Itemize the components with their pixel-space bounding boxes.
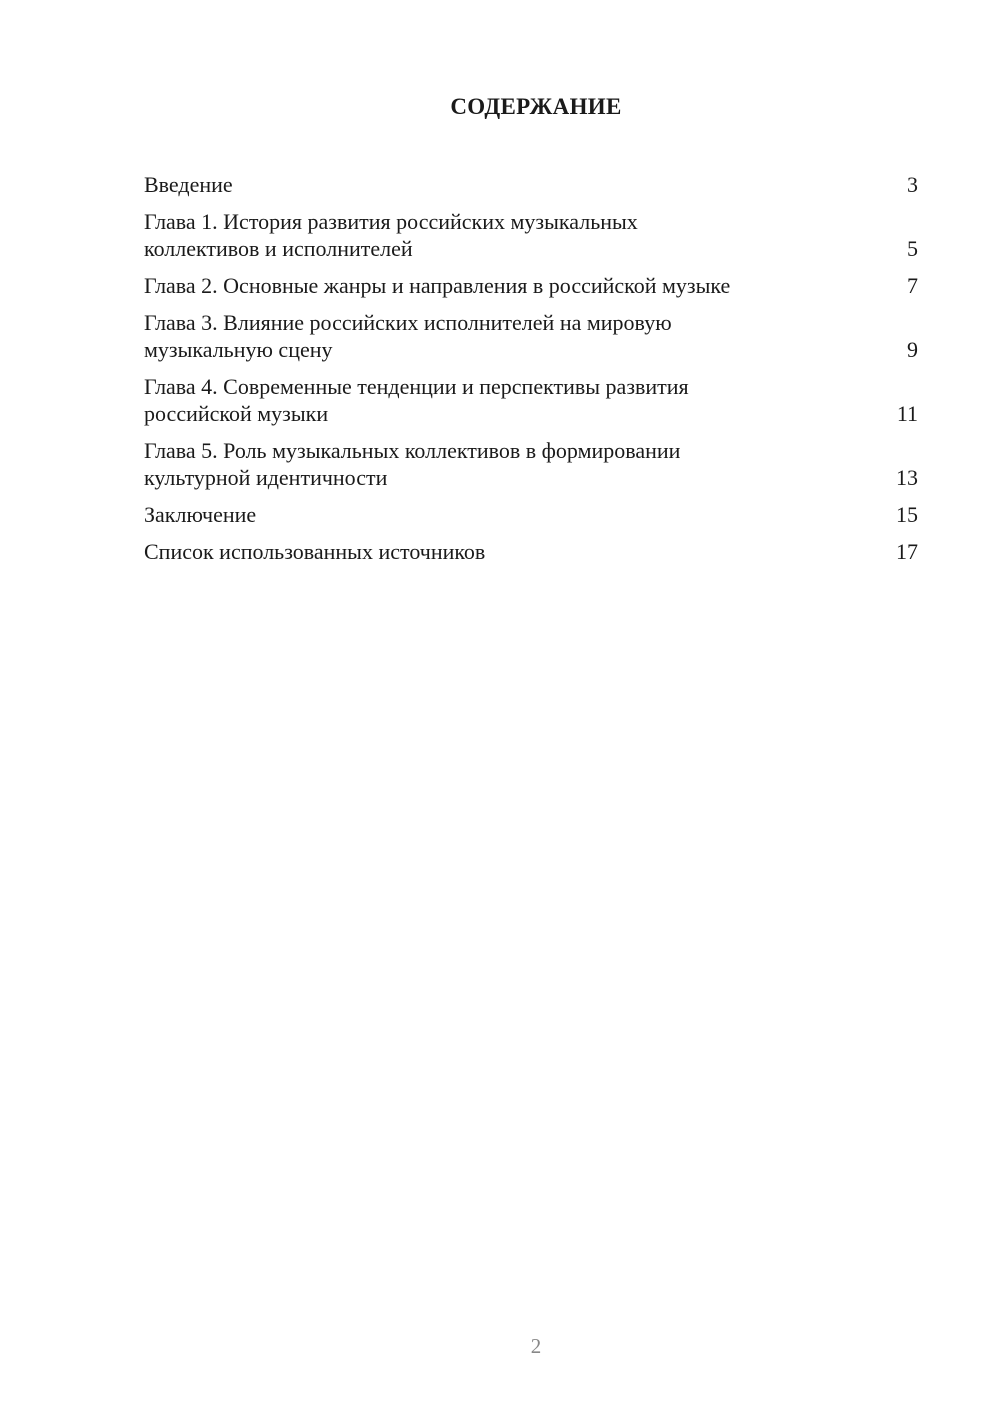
toc-entry-chapter-3 (144, 309, 918, 363)
toc-entry-page: 3 (907, 172, 918, 197)
toc-entry-title-line: Глава 5. Роль музыкальных коллективов в формировании (144, 438, 681, 463)
toc-entry-title-line: Глава 2. Основные жанры и направления в российской музыке (144, 273, 731, 298)
toc-entry-title-line: Заключение (144, 502, 257, 527)
toc-entry-page: 17 (896, 539, 918, 564)
page-title: СОДЕРЖАНИЕ (450, 94, 622, 119)
toc-entry-title-line: музыкальную сцену (144, 337, 333, 362)
toc-entry-title-line: культурной идентичности (144, 465, 388, 490)
toc-entry-title (144, 171, 888, 198)
toc-entry-page: 13 (896, 465, 918, 490)
toc-entry-title (144, 309, 888, 363)
toc-entry-references (144, 538, 918, 565)
toc-entry-chapter-4 (144, 373, 918, 427)
toc-entry-chapter-1 (144, 208, 918, 262)
table-of-contents (144, 171, 918, 575)
toc-entry-page: 11 (896, 401, 918, 426)
toc-entry-page: 9 (907, 337, 918, 362)
toc-entry-chapter-5 (144, 437, 918, 491)
toc-entry-page: 15 (896, 502, 918, 527)
toc-entry-page: 7 (907, 273, 918, 298)
toc-entry-title (144, 373, 888, 427)
toc-entry-title-line: российской музыки (144, 401, 329, 426)
toc-entry-title-line: Глава 4. Современные тенденции и перспективы развития (144, 374, 689, 399)
toc-entry-introduction (144, 171, 918, 198)
toc-entry-title (144, 437, 888, 491)
toc-entry-title-line: Глава 1. История развития российских музыкальных (144, 209, 638, 234)
toc-entry-chapter-2 (144, 272, 918, 299)
toc-entry-title-line: Глава 3. Влияние российских исполнителей на мировую (144, 310, 672, 335)
toc-entry-title (144, 538, 888, 565)
toc-entry-title-line: Введение (144, 172, 233, 197)
toc-entry-title-line: коллективов и исполнителей (144, 236, 413, 261)
toc-entry-title (144, 208, 888, 262)
toc-entry-title (144, 272, 888, 299)
page-number: 2 (530, 1334, 542, 1358)
toc-entry-title (144, 501, 888, 528)
toc-entry-title-line: Список использованных источников (144, 539, 486, 564)
toc-entry-page: 5 (907, 236, 918, 261)
toc-entry-conclusion (144, 501, 918, 528)
